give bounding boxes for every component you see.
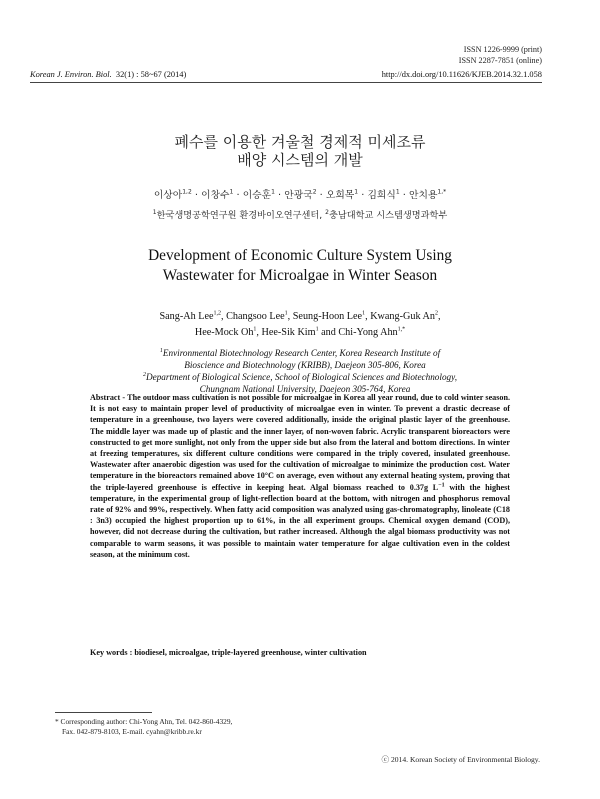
korean-author: 이창수 bbox=[201, 190, 230, 201]
issn-block bbox=[459, 44, 542, 66]
korean-title-line1: 폐수를 이용한 겨울철 경제적 미세조류 bbox=[174, 133, 426, 151]
author-sup: 1 bbox=[284, 310, 288, 317]
author-sup: 1 bbox=[315, 326, 319, 333]
korean-affiliations bbox=[0, 207, 600, 221]
author-name: Hee-Sik Kim bbox=[261, 327, 316, 338]
affiliation-2-line1: Department of Biological Science, School of Biological Sciences and Biotechnology, bbox=[145, 372, 458, 382]
issn-online: ISSN 2287-7851 (online) bbox=[458, 56, 542, 65]
korean-affiliation-2: 충남대학교 시스템생명과학부 bbox=[328, 210, 448, 221]
affiliation-2-line2: Chungnam National University, Daejeon 305-764, Korea bbox=[199, 384, 411, 394]
korean-authors: 이상아$^{1,2}$ · 이창수$^1$ · 이승훈$^1$ · 안광국$^2$ · 오희목$^1$ · 김희식$^1$ · 안치용$^{1,*}$ bbox=[153, 188, 447, 201]
abstract-body-2: with the highest temperature, in the experimental group of light-reflection board at the bottom, with nitrogen and phosphorus removal rate of 92% and 99%, respectively. When fatty acid composition was analyzed using gas-chromatography, linoleate (C18 : 3n3) occupied the highest proportion up to 61%, in the all experiment groups. Chemical oxygen demand (COD), however, did not decrease during the cultivation, but rather increased. Although the algal biomass productivity was not comparable to warm seasons, it was possible to maintain water temperature for algae cultivation even in the coldest season, at the minimum cost. bbox=[90, 482, 510, 559]
korean-author-sup: 2 bbox=[312, 188, 317, 196]
keywords bbox=[90, 648, 510, 657]
korean-author: 이승훈 bbox=[242, 190, 272, 201]
korean-author: 김희식 bbox=[367, 190, 396, 201]
issn-print: ISSN 1226-9999 (print) bbox=[463, 45, 542, 54]
author-sup: 1 bbox=[362, 310, 366, 317]
author-sup: 1,* bbox=[397, 326, 406, 333]
korean-title-line2: 배양 시스템의 개발 bbox=[237, 151, 363, 169]
korean-author: 안치용 bbox=[409, 190, 438, 201]
affiliation-1-line1: Environmental Biotechnology Research Center, Korea Research Institute of bbox=[162, 348, 441, 358]
korean-author-sup: 1 bbox=[354, 188, 359, 196]
korean-author: 안광국 bbox=[284, 190, 313, 201]
english-title bbox=[0, 246, 600, 286]
footnote-divider bbox=[55, 712, 152, 713]
author-sup: 2 bbox=[434, 310, 438, 317]
author-name: Seung-Hoon Lee bbox=[292, 311, 363, 322]
affiliation-1-line2: Bioscience and Biotechnology (KRIBB), Daejeon 305-806, Korea bbox=[184, 360, 426, 370]
abstract-body-1: The outdoor mass cultivation is not possible for microalgae in Korea all year round, due to cold winter season. It is not easy to maintain proper level of productivity of microalgae even in winter. To prevent a drastic decrease of temperature in a greenhouse, two layers were covered additionally, inside the original plastic layer of the greenhouse. The middle layer was made up of plastic and the inner layer, of non-woven fabric. Acrylic transparent bioreactors were constructed to get more sunlight, not only from the upper side but also from the lateral and bottom directions. In winter at freezing temperatures, six different culture conditions were compared in the triply covered, insulated greenhouse. Wastewater after anaerobic digestion was used for the cultivation of microalgae to minimize the production cost. Water temperature in the bioreactors remained above 10°C on average, even without any external heating system, proving that the triple-layered greenhouse is effective in keeping heat. Algal biomass reached to 0.37g L bbox=[90, 393, 511, 492]
keywords-text: biodiesel, microalgae, triple-layered greenhouse, winter cultivation bbox=[134, 648, 367, 657]
author-name: Changsoo Lee bbox=[226, 311, 285, 322]
korean-author-sup: 1 bbox=[229, 188, 234, 196]
keywords-label: Key words : bbox=[90, 648, 135, 657]
aff1-sup: 1 bbox=[159, 347, 163, 354]
abstract-label: Abstract bbox=[90, 393, 121, 402]
journal-citation: 32(1) : 58~67 (2014) bbox=[115, 70, 187, 79]
korean-author: 이상아 bbox=[153, 190, 183, 201]
korean-affiliation-1: 한국생명공학연구원 환경바이오연구센터, bbox=[156, 210, 323, 221]
footnote-line2: Fax. 042-879-8103, E-mail. cyahn@kribb.re.kr bbox=[62, 727, 202, 736]
english-authors-line2: Hee-Mock Oh$^1$, Hee-Sik Kim$^1$ and Chi-Yong Ahn$^{1,*}$ bbox=[194, 326, 406, 338]
footnote-line1: * Corresponding author: Chi-Yong Ahn, Tel. 042-860-4329, bbox=[55, 717, 233, 726]
korean-author-sup: 1 bbox=[271, 188, 275, 196]
english-title-line2: Wastewater for Microalgae in Winter Season bbox=[162, 267, 438, 284]
author-name: Chi-Yong Ahn bbox=[338, 327, 398, 338]
corresponding-footnote bbox=[55, 717, 232, 737]
korean-author-sup: 1,* bbox=[437, 188, 447, 196]
journal-name: Korean J. Environ. Biol. bbox=[30, 70, 112, 79]
korean-aff2-sup: 2 bbox=[325, 208, 329, 216]
english-affiliations bbox=[0, 347, 600, 395]
doi-link[interactable]: http://dx.doi.org/10.11626/KJEB.2014.32.1.058 bbox=[381, 70, 542, 79]
english-title-line1: Development of Economic Culture System Using bbox=[148, 247, 452, 264]
korean-author: 오희목 bbox=[325, 190, 355, 201]
author-name: Hee-Mock Oh bbox=[194, 327, 254, 338]
abstract-unit-sup: −1 bbox=[438, 481, 445, 488]
abstract: Abstract - The outdoor mass cultivation is not possible for microalgae in Korea all year round, due to cold winter season. It is not easy to maintain proper level of productivity of microalgae even in winter. To prevent a drastic decrease of temperature in a greenhouse, two layers were covered additionally, inside the original plastic layer of the greenhouse. The middle layer was made up of plastic and the inner layer, of non-woven fabric. Acrylic transparent bioreactors were constructed to get more sunlight, not only from the upper side but also from the lateral and bottom directions. In winter at freezing temperatures, six different culture conditions were compared in the triply covered, insulated greenhouse. Wastewater after anaerobic digestion was used for the cultivation of microalgae to minimize the production cost. Water temperature in the bioreactors remained above 10°C on average, even without any external heating system, proving that the triple-layered greenhouse is effective in keeping heat. Algal biomass reached to 0.37g $L^{-1}$ with the highest temperature, in the experimental group of light-reflection board at the bottom, with nitrogen and phosphorus removal rate of 92% and 99%, respectively. When fatty acid composition was analyzed using gas-chromatography, linoleate (C18 : 3n3) occupied the highest proportion up to 61%, in the all experiment groups. Chemical oxygen demand (COD), however, did not decrease during the cultivation, but rather increased. Although the algal biomass productivity was not comparable to warm seasons, it was possible to maintain water temperature for algae cultivation even in the coldest season, at the minimum cost. bbox=[90, 393, 511, 559]
korean-author-sup: 1 bbox=[395, 188, 400, 196]
korean-aff1-sup: 1 bbox=[152, 208, 157, 216]
korean-author-sup: 1,2 bbox=[182, 188, 192, 196]
korean-title bbox=[0, 133, 600, 169]
aff2-sup: 2 bbox=[142, 371, 146, 378]
journal-header bbox=[30, 68, 542, 83]
english-authors bbox=[0, 309, 600, 341]
author-name: Sang-Ah Lee bbox=[159, 311, 214, 322]
copyright: ⓒ 2014. Korean Society of Environmental Biology. bbox=[381, 755, 540, 764]
author-sup: 1 bbox=[253, 326, 257, 333]
author-sup: 1,2 bbox=[213, 310, 221, 317]
author-name: Kwang-Guk An bbox=[370, 311, 435, 322]
english-authors-line1: Sang-Ah Lee$^{1,2}$, Changsoo Lee$^1$, Seung-Hoon Lee$^1$, Kwang-Guk An$^2$, bbox=[159, 310, 441, 322]
